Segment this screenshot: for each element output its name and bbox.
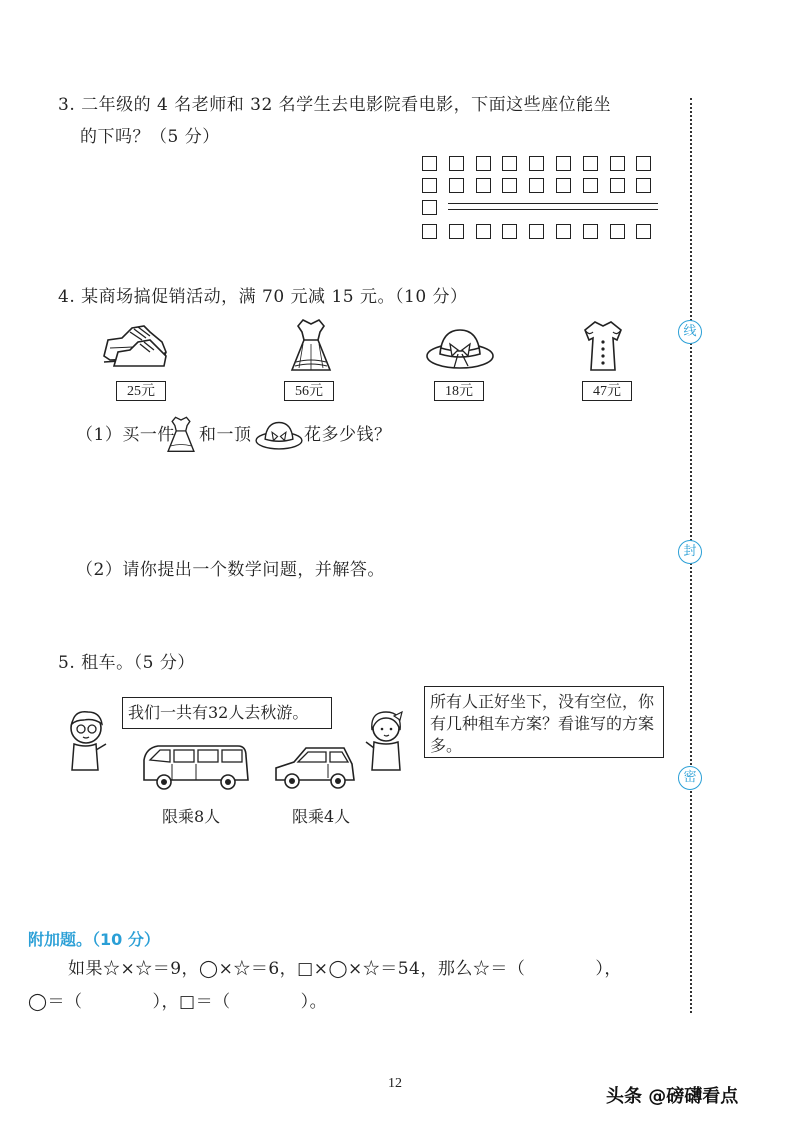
seat: [502, 156, 517, 171]
q4-sub2: （2）请你提出一个数学问题，并解答。: [76, 560, 385, 580]
van-icon: [140, 740, 252, 792]
aisle-line: [448, 203, 658, 204]
car-capacity-label: 限乘4人: [292, 807, 351, 826]
seat: [529, 178, 544, 193]
seat: [449, 178, 464, 193]
seat: [529, 156, 544, 171]
dress-icon: [286, 316, 336, 376]
price-tag-dress: 56元: [284, 381, 334, 401]
margin-seal-mi: 密: [678, 766, 702, 790]
q4-sub1-part2: 和一顶: [199, 425, 252, 445]
seat: [636, 178, 651, 193]
top-icon: [581, 318, 625, 374]
price-tag-top: 47元: [582, 381, 632, 401]
price-tag-hat: 18元: [434, 381, 484, 401]
dress-icon: [164, 414, 198, 456]
seat: [422, 200, 437, 215]
q4-title: 4. 某商场搞促销活动，满 70 元减 15 元。（10 分）: [58, 287, 468, 307]
seat: [476, 224, 491, 239]
price-tag-shoes: 25元: [116, 381, 166, 401]
girl-speech-bubble: 所有人正好坐下，没有空位，你有几种租车方案？看谁写的方案多。: [424, 686, 664, 758]
seat: [610, 178, 625, 193]
seat: [636, 156, 651, 171]
q5-title: 5. 租车。（5 分）: [58, 653, 195, 673]
seat: [449, 224, 464, 239]
seat: [583, 178, 598, 193]
shoes-icon: [100, 318, 170, 374]
seat: [529, 224, 544, 239]
van-capacity-label: 限乘8人: [162, 807, 221, 826]
margin-seal-xian: 线: [678, 320, 702, 344]
hat-icon: [254, 418, 304, 452]
seat: [502, 178, 517, 193]
seat: [556, 156, 571, 171]
seat: [422, 178, 437, 193]
q4-sub1-part1: （1）买一件: [76, 425, 175, 445]
aisle-line: [448, 209, 658, 210]
girl-icon: [364, 708, 408, 774]
seat: [502, 224, 517, 239]
seat: [422, 156, 437, 171]
hat-icon: [424, 324, 496, 372]
seat: [449, 156, 464, 171]
seat: [583, 156, 598, 171]
seat: [556, 224, 571, 239]
seat: [422, 224, 437, 239]
q3-line2: 的下吗？（5 分）: [80, 127, 220, 147]
watermark: 头条 @磅礴看点: [606, 1086, 739, 1107]
seat-diagram: [422, 156, 662, 248]
bonus-line1: 如果☆×☆＝9，◯×☆＝6，□×◯×☆＝54，那么☆＝（ ），: [68, 959, 622, 979]
q3-line1: 3. 二年级的 4 名老师和 32 名学生去电影院看电影，下面这些座位能坐: [58, 95, 612, 115]
page-number: 12: [388, 1076, 402, 1091]
seat: [476, 178, 491, 193]
car-icon: [272, 744, 358, 790]
seat: [476, 156, 491, 171]
seat: [610, 224, 625, 239]
seat: [636, 224, 651, 239]
seat: [610, 156, 625, 171]
seat: [583, 224, 598, 239]
seat: [556, 178, 571, 193]
q4-sub1-part3: 花多少钱？: [304, 425, 392, 445]
boy-speech-bubble: 我们一共有32人去秋游。: [122, 697, 332, 729]
boy-icon: [64, 708, 112, 774]
bonus-title: 附加题。（10 分）: [28, 930, 160, 949]
bonus-line2: ◯＝（ ），□＝（ ）。: [28, 992, 328, 1012]
margin-seal-feng: 封: [678, 540, 702, 564]
